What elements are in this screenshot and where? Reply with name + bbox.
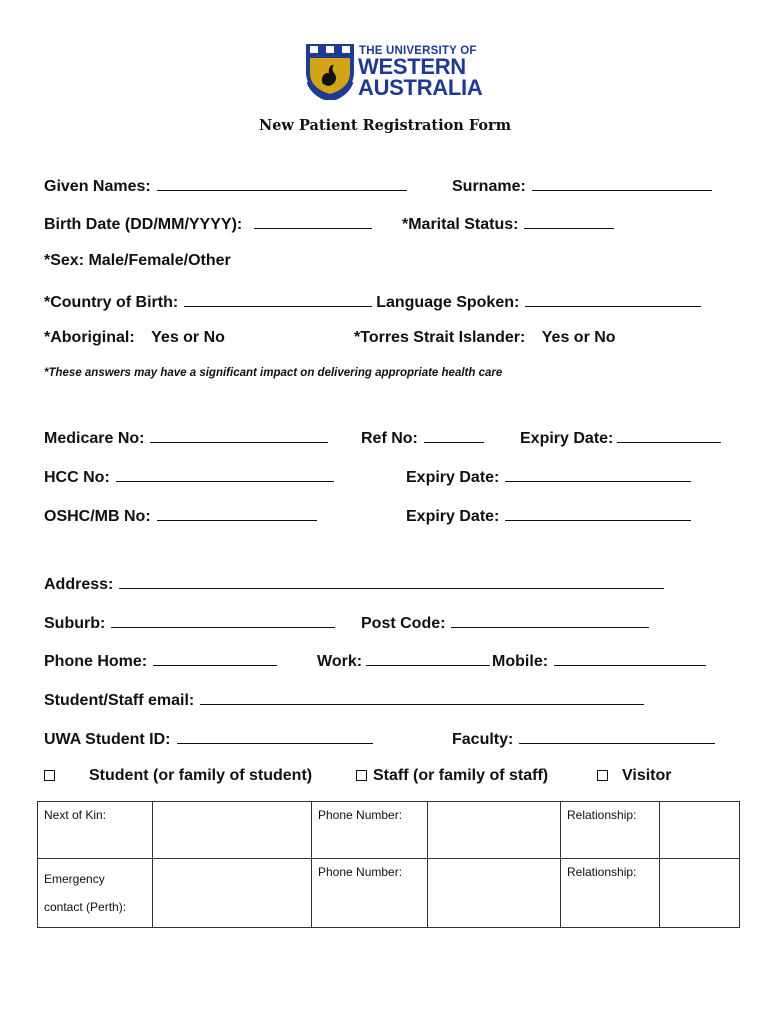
- work-label: Work:: [317, 653, 363, 670]
- hcc-expiry-field[interactable]: [406, 466, 691, 487]
- medicare-no-line[interactable]: [150, 427, 328, 443]
- faculty-field[interactable]: [452, 728, 715, 749]
- emergency-phone-label-cell: [312, 859, 428, 928]
- kin-relationship-cell[interactable]: [660, 802, 740, 859]
- country-of-birth-label: *Country of Birth:: [44, 294, 179, 311]
- emergency-label-line-1: Emergency: [44, 872, 105, 886]
- phone-home-label: Phone Home:: [44, 653, 148, 670]
- address-label: Address:: [44, 576, 114, 593]
- emergency-label-line-2: contact (Perth):: [44, 900, 127, 914]
- medicare-expiry-label: Expiry Date:: [520, 430, 614, 447]
- medicare-no-label: Medicare No:: [44, 430, 145, 447]
- address-line[interactable]: [119, 573, 664, 589]
- emergency-phone-label: Phone Number:: [318, 865, 403, 879]
- aboriginal-field[interactable]: [44, 329, 225, 347]
- table-row: [38, 802, 740, 859]
- given-names-line[interactable]: [157, 175, 407, 191]
- marital-status-line[interactable]: [524, 213, 614, 229]
- hcc-no-field[interactable]: [44, 466, 334, 487]
- table-row: [38, 859, 740, 928]
- suburb-field[interactable]: [44, 612, 335, 633]
- aboriginal-options[interactable]: Yes or No: [151, 329, 225, 346]
- student-id-field[interactable]: [44, 728, 373, 749]
- staff-option-label: Staff (or family of staff): [373, 767, 549, 784]
- uwa-logo: [304, 42, 484, 100]
- hcc-expiry-line[interactable]: [505, 466, 691, 482]
- oshc-expiry-field[interactable]: [406, 505, 691, 526]
- form-title: New Patient Registration Form: [258, 117, 512, 134]
- kin-phone-label: Phone Number:: [318, 808, 403, 822]
- language-spoken-label: Language Spoken:: [376, 294, 520, 311]
- student-checkbox[interactable]: [44, 770, 55, 781]
- phone-home-line[interactable]: [153, 650, 277, 666]
- given-names-label: Given Names:: [44, 178, 151, 195]
- staff-checkbox[interactable]: [356, 770, 367, 781]
- staff-option[interactable]: [356, 767, 548, 785]
- student-id-label: UWA Student ID:: [44, 731, 171, 748]
- kin-phone-label-cell: [312, 802, 428, 859]
- phone-home-field[interactable]: [44, 650, 277, 671]
- student-id-line[interactable]: [177, 728, 373, 744]
- birth-date-line[interactable]: [254, 213, 372, 229]
- work-line[interactable]: [366, 650, 490, 666]
- emergency-name-cell[interactable]: [153, 859, 312, 928]
- logo-line-1: THE UNIVERSITY OF: [359, 45, 477, 57]
- torres-strait-options[interactable]: Yes or No: [541, 329, 616, 346]
- ref-no-line[interactable]: [424, 427, 484, 443]
- faculty-label: Faculty:: [452, 731, 514, 748]
- oshc-expiry-label: Expiry Date:: [406, 508, 500, 525]
- post-code-field[interactable]: [361, 612, 649, 633]
- hcc-expiry-label: Expiry Date:: [406, 469, 500, 486]
- country-of-birth-line[interactable]: [184, 291, 372, 307]
- kin-relationship-label-cell: [561, 802, 660, 859]
- surname-label: Surname:: [452, 178, 526, 195]
- hcc-no-label: HCC No:: [44, 469, 110, 486]
- medicare-no-field[interactable]: [44, 427, 328, 448]
- torres-strait-field[interactable]: [354, 329, 616, 347]
- oshc-expiry-line[interactable]: [505, 505, 691, 521]
- next-of-kin-label-cell: [38, 802, 153, 859]
- next-of-kin-label: Next of Kin:: [44, 808, 107, 822]
- oshc-mb-no-field[interactable]: [44, 505, 317, 526]
- medicare-expiry-field[interactable]: [520, 427, 721, 448]
- surname-line[interactable]: [532, 175, 712, 191]
- logo-line-3: AUSTRALIA: [358, 75, 483, 100]
- hcc-no-line[interactable]: [116, 466, 334, 482]
- country-of-birth-field[interactable]: [44, 291, 701, 312]
- visitor-option[interactable]: [597, 767, 672, 785]
- medicare-expiry-line[interactable]: [617, 427, 721, 443]
- mobile-line[interactable]: [554, 650, 706, 666]
- email-field[interactable]: [44, 689, 644, 710]
- ref-no-field[interactable]: [361, 427, 484, 448]
- student-option-label: Student (or family of student): [89, 767, 313, 784]
- next-of-kin-table: [37, 801, 740, 928]
- suburb-line[interactable]: [111, 612, 335, 628]
- oshc-mb-no-label: OSHC/MB No:: [44, 508, 151, 525]
- emergency-relationship-cell[interactable]: [660, 859, 740, 928]
- suburb-label: Suburb:: [44, 615, 106, 632]
- kin-phone-cell[interactable]: [428, 802, 561, 859]
- torres-strait-label: *Torres Strait Islander:: [354, 329, 526, 346]
- kin-relationship-label: Relationship:: [567, 808, 637, 822]
- aboriginal-label: *Aboriginal:: [44, 329, 135, 346]
- address-field[interactable]: [44, 573, 664, 594]
- oshc-mb-no-line[interactable]: [157, 505, 317, 521]
- student-option[interactable]: [44, 767, 312, 785]
- ref-no-label: Ref No:: [361, 430, 418, 447]
- work-mobile-field[interactable]: [317, 650, 706, 671]
- visitor-option-label: Visitor: [622, 767, 672, 784]
- visitor-checkbox[interactable]: [597, 770, 608, 781]
- post-code-label: Post Code:: [361, 615, 446, 632]
- given-names-field[interactable]: [44, 175, 407, 196]
- language-spoken-line[interactable]: [525, 291, 701, 307]
- surname-field[interactable]: [452, 175, 712, 196]
- answers-note: *These answers may have a significant impact on delivering appropriate health care: [44, 367, 503, 379]
- marital-status-label: *Marital Status:: [402, 216, 519, 233]
- next-of-kin-name-cell[interactable]: [153, 802, 312, 859]
- logo-line-2: WESTERN: [358, 54, 466, 79]
- emergency-relationship-label: Relationship:: [567, 865, 637, 879]
- email-line[interactable]: [200, 689, 644, 705]
- faculty-line[interactable]: [519, 728, 715, 744]
- post-code-line[interactable]: [451, 612, 649, 628]
- uwa-crest-icon: [304, 42, 356, 100]
- sex-field[interactable]: *Sex: Male/Female/Other: [44, 252, 231, 269]
- mobile-label: Mobile:: [492, 653, 549, 670]
- emergency-relationship-label-cell: [561, 859, 660, 928]
- emergency-phone-cell[interactable]: [428, 859, 561, 928]
- marital-status-field[interactable]: [402, 213, 614, 234]
- birth-date-field[interactable]: [44, 213, 372, 234]
- email-label: Student/Staff email:: [44, 692, 195, 709]
- emergency-label-cell: [38, 859, 153, 928]
- birth-date-label: Birth Date (DD/MM/YYYY):: [44, 216, 243, 233]
